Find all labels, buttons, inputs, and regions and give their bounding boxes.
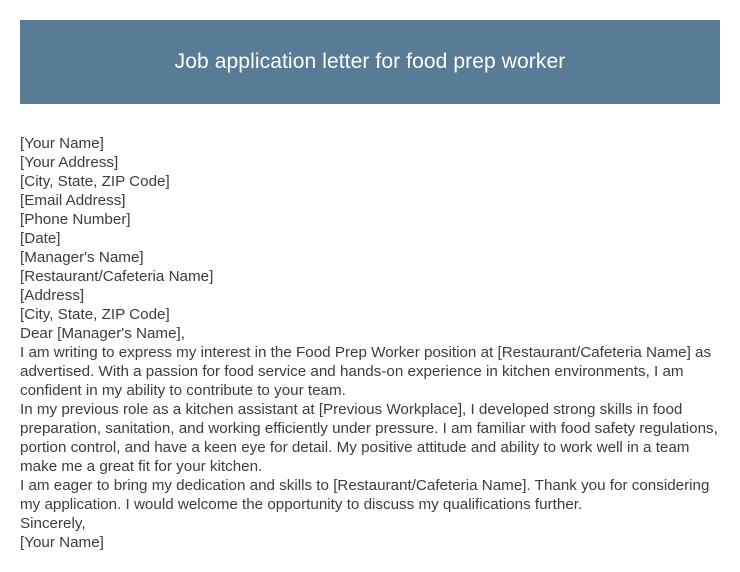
signature: [Your Name] [20, 534, 104, 551]
recipient-city: [City, State, ZIP Code] [20, 306, 170, 323]
sender-name: [Your Name] [20, 135, 104, 152]
sender-city: [City, State, ZIP Code] [20, 173, 170, 190]
closing: Sincerely, [20, 515, 86, 532]
sender-address: [Your Address] [20, 154, 119, 171]
recipient-address: [Address] [20, 287, 85, 304]
letter-body [20, 134, 724, 552]
sender-email: [Email Address] [20, 192, 126, 209]
recipient-name: [Manager's Name] [20, 249, 144, 266]
paragraph-experience: In my previous role as a kitchen assistant at [Previous Workplace], I developed strong skills in food preparation, sanitation, and working efficiently under pressure. I am familiar with food safety regulations, portion control, and have a keen eye for detail. My positive attitude and ability to work well in a team make me a great fit for your kitchen. [20, 401, 718, 475]
title-banner [20, 20, 720, 104]
sender-phone: [Phone Number] [20, 211, 131, 228]
page-title: Job application letter for food prep worker [174, 50, 566, 73]
paragraph-closing: I am eager to bring my dedication and skills to [Restaurant/Cafeteria Name]. Thank you for considering my application. I would welcome the opportunity to discuss my qualifications further. [20, 477, 710, 513]
letter-date: [Date] [20, 230, 61, 247]
recipient-company: [Restaurant/Cafeteria Name] [20, 268, 214, 285]
salutation: Dear [Manager's Name], [20, 325, 185, 342]
paragraph-intro: I am writing to express my interest in the Food Prep Worker position at [Restaurant/Cafeteria Name] as advertised. With a passion for food service and hands-on experience in kitchen environments, I am confident in my ability to contribute to your team. [20, 344, 712, 399]
